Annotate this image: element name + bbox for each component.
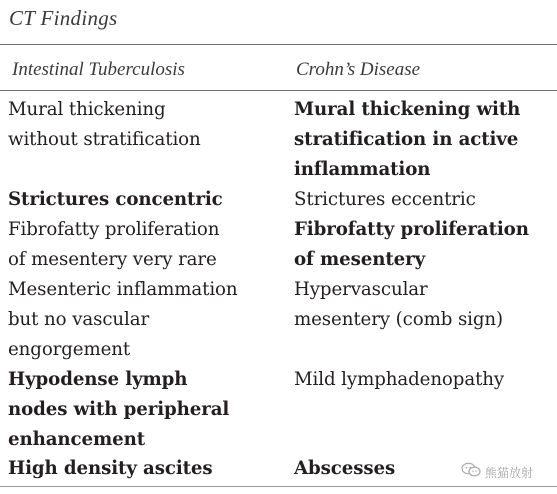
table-title: CT Findings [9,6,118,30]
table-cell-tb-row-5: Hypodense lymph nodes with peripheral enhancement [8,369,230,450]
table-cell-tb-row-2: Strictures concentric [8,189,223,210]
watermark [461,462,533,482]
table-cell-crohn-row-6: Abscesses [294,458,396,479]
table-cell-crohn-row-5: Mild lymphadenopathy [294,369,505,390]
column-header-crohns-disease: Crohn’s Disease [296,59,421,80]
header-rule [0,90,557,91]
table-cell-crohn-row-4: Hypervascular mesentery (comb sign) [294,279,504,330]
watermark-text: 熊猫放射 [485,465,534,480]
table-cell-tb-row-3: Fibrofatty proliferation of mesentery very rare [8,219,220,270]
table-cell-tb-row-4: Mesenteric inflammation but no vascular engorgement [8,279,238,360]
top-rule [0,44,557,45]
bottom-rule [0,486,557,487]
chat-bubble-icon [461,462,481,482]
table-cell-tb-row-6: High density ascites [8,458,213,479]
table-cell-tb-row-1: Mural thickening without stratification [8,99,201,150]
table-cell-crohn-row-2: Strictures eccentric [294,189,476,210]
table-cell-crohn-row-3: Fibrofatty proliferation of mesentery [294,219,529,270]
column-header-intestinal-tuberculosis: Intestinal Tuberculosis [12,59,185,80]
table-cell-crohn-row-1: Mural thickening with stratification in active inflammation [294,99,521,180]
